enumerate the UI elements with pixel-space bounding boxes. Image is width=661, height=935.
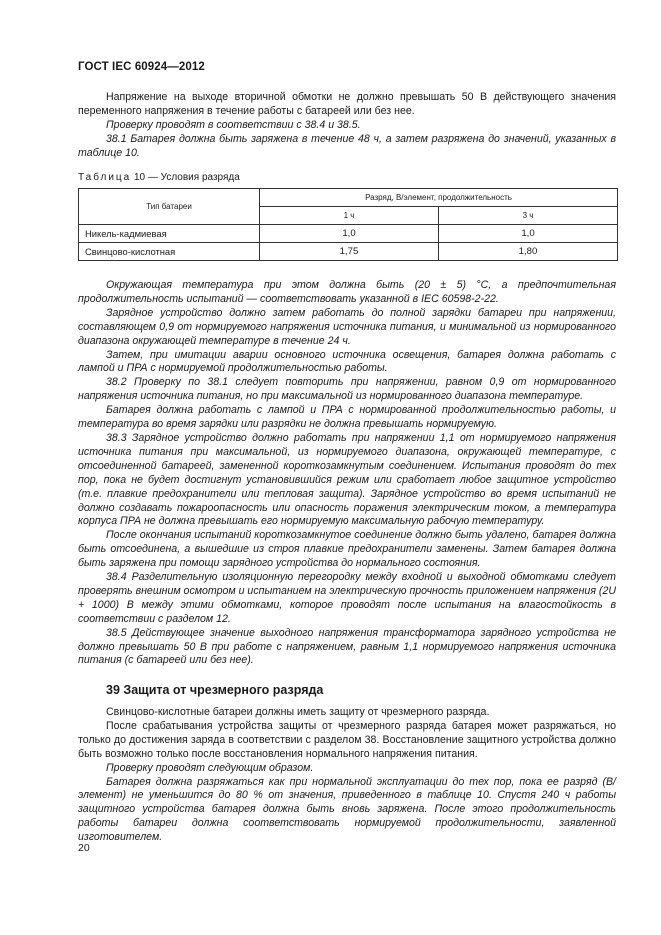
body-block (78, 279, 616, 668)
section-heading: 39 Защита от чрезмерного разряда (106, 683, 324, 697)
paragraph: Зарядное устройство должно затем работать до полной зарядки батареи при напряжении, составляющем 0,9 от нормируемого напряжения источника питания, и минимальной из нормированного диапазона окружающей температуре в течение 24 ч. (78, 306, 616, 347)
paragraph: Окружающая температура при этом должна быть (20 ± 5) °С, а предпочтительная продолжительность испытаний — соответствовать указанной в IEC 60598-2-22. (78, 279, 616, 305)
cell-type: Свинцово-кислотная (79, 243, 260, 261)
cell-type: Никель-кадмиевая (79, 225, 260, 243)
cell-value: 1,80 (438, 243, 617, 261)
paragraph: Свинцово-кислотные батареи должны иметь защиту от чрезмерного разряда. (106, 706, 490, 718)
page-number: 20 (78, 842, 90, 854)
cell-value: 1,75 (260, 243, 439, 261)
table-caption-text: 10 — Условия разряда (131, 172, 240, 183)
paragraph: Проверку проводят в соответствии с 38.4 и 38.5. (106, 118, 361, 131)
table-row (79, 225, 618, 243)
intro-block (78, 91, 616, 161)
paragraph: После срабатывания устройства защиты от чрезмерного разряда батарея может разряжаться, но только до достижения заряда в соответствии с разделом 38. Восстановление защитного устройства должно быть возможно только после восстановления нормального напряжения питания. (78, 719, 616, 760)
paragraph: 38.2 Проверку по 38.1 следует повторить при напряжении, равном 0,9 от нормированного напряжения источника питания, но при максимальной из нормированного диапазона температуре. (78, 376, 616, 403)
table-caption-prefix: Таблица (78, 172, 132, 183)
cell-value: 1,0 (260, 225, 439, 243)
header-3h: 3 ч (438, 207, 617, 225)
header-discharge: Разряд, В/элемент, продолжительность (260, 189, 618, 207)
paragraph: 38.5 Действующее значение выходного напряжения трансформатора зарядного устройства не должно превышать 50 В при работе с напряжением, равным 1,1 нормируемого напряжения источника питания (с батареей или без нее). (78, 626, 616, 667)
document-header: ГОСТ IEC 60924—2012 (78, 61, 205, 73)
cell-value: 1,0 (438, 225, 617, 243)
discharge-table (78, 188, 618, 261)
paragraph: Батарея должна работать с лампой и ПРА с нормированной продолжительностью работы, и температура во время зарядки или разрядки не должна превышать нормируемую. (78, 404, 616, 431)
header-1h: 1 ч (260, 207, 439, 225)
table-caption (78, 172, 240, 183)
paragraph: 38.1 Батарея должна быть заряжена в течение 48 ч, а затем разряжена до значений, указанных в таблице 10. (78, 132, 616, 159)
paragraph: 38.4 Разделительную изоляционную перегородку между входной и выходной обмотками следует проверять внешним осмотром и испытанием на электрическую прочность приложением напряжения (2U + 1000) В между этими обмотками, которое проводят после испытания на влагостойкость в соответствии с разделом 12. (78, 571, 616, 625)
table-row (79, 243, 618, 261)
paragraph: 38.3 Зарядное устройство должно работать при напряжении 1,1 от нормируемого напряжения источника питания при максимальной, из нормируемого диапазона, окружающей температуре, с отсоединенной батареей, замененной короткозамкнутым соединением. Испытания проводят до тех пор, пока не будет достигнут установившийся режим или сработает любое защитное устройство (т.е. плавкие предохранители или тепловая защита). Зарядное устройство во время испытаний не должно создавать пожароопасность или опасность поражения электрическим током, а температура корпуса ПРА не должна превышать его нормируемую максимальную рабочую температуру. (78, 431, 616, 528)
section-block (78, 706, 616, 845)
paragraph: Затем, при имитации аварии основного источника освещения, батарея должна работать с лампой и ПРА с нормируемой продолжительностью работы. (78, 348, 616, 375)
paragraph: Проверку проводят следующим образом. (106, 761, 314, 774)
paragraph: Напряжение на выходе вторичной обмотки не должно превышать 50 В действующего значения переменного напряжения в течение работы с батареей или без нее. (78, 91, 616, 117)
header-battery-type: Тип батареи (79, 189, 260, 225)
paragraph: После окончания испытаний короткозамкнутое соединение должно быть удалено, батарея должна быть отсоединена, а вышедшие из строя плавкие предохранители заменены. Затем батарея должна быть заряжена при помощи зарядного устройства до нормального состояния. (78, 529, 616, 570)
paragraph: Батарея должна разряжаться как при нормальной эксплуатации до тех пор, пока ее разряд (В/элемент) не уменьшится до 80 % от значения, приведенного в таблице 10. Спустя 240 ч работы защитного устройства батарея должна быть вновь заряжена. После этого продолжительность работы батареи должна соответствовать нормируемой продолжительности, заявленной изготовителем. (78, 775, 616, 844)
